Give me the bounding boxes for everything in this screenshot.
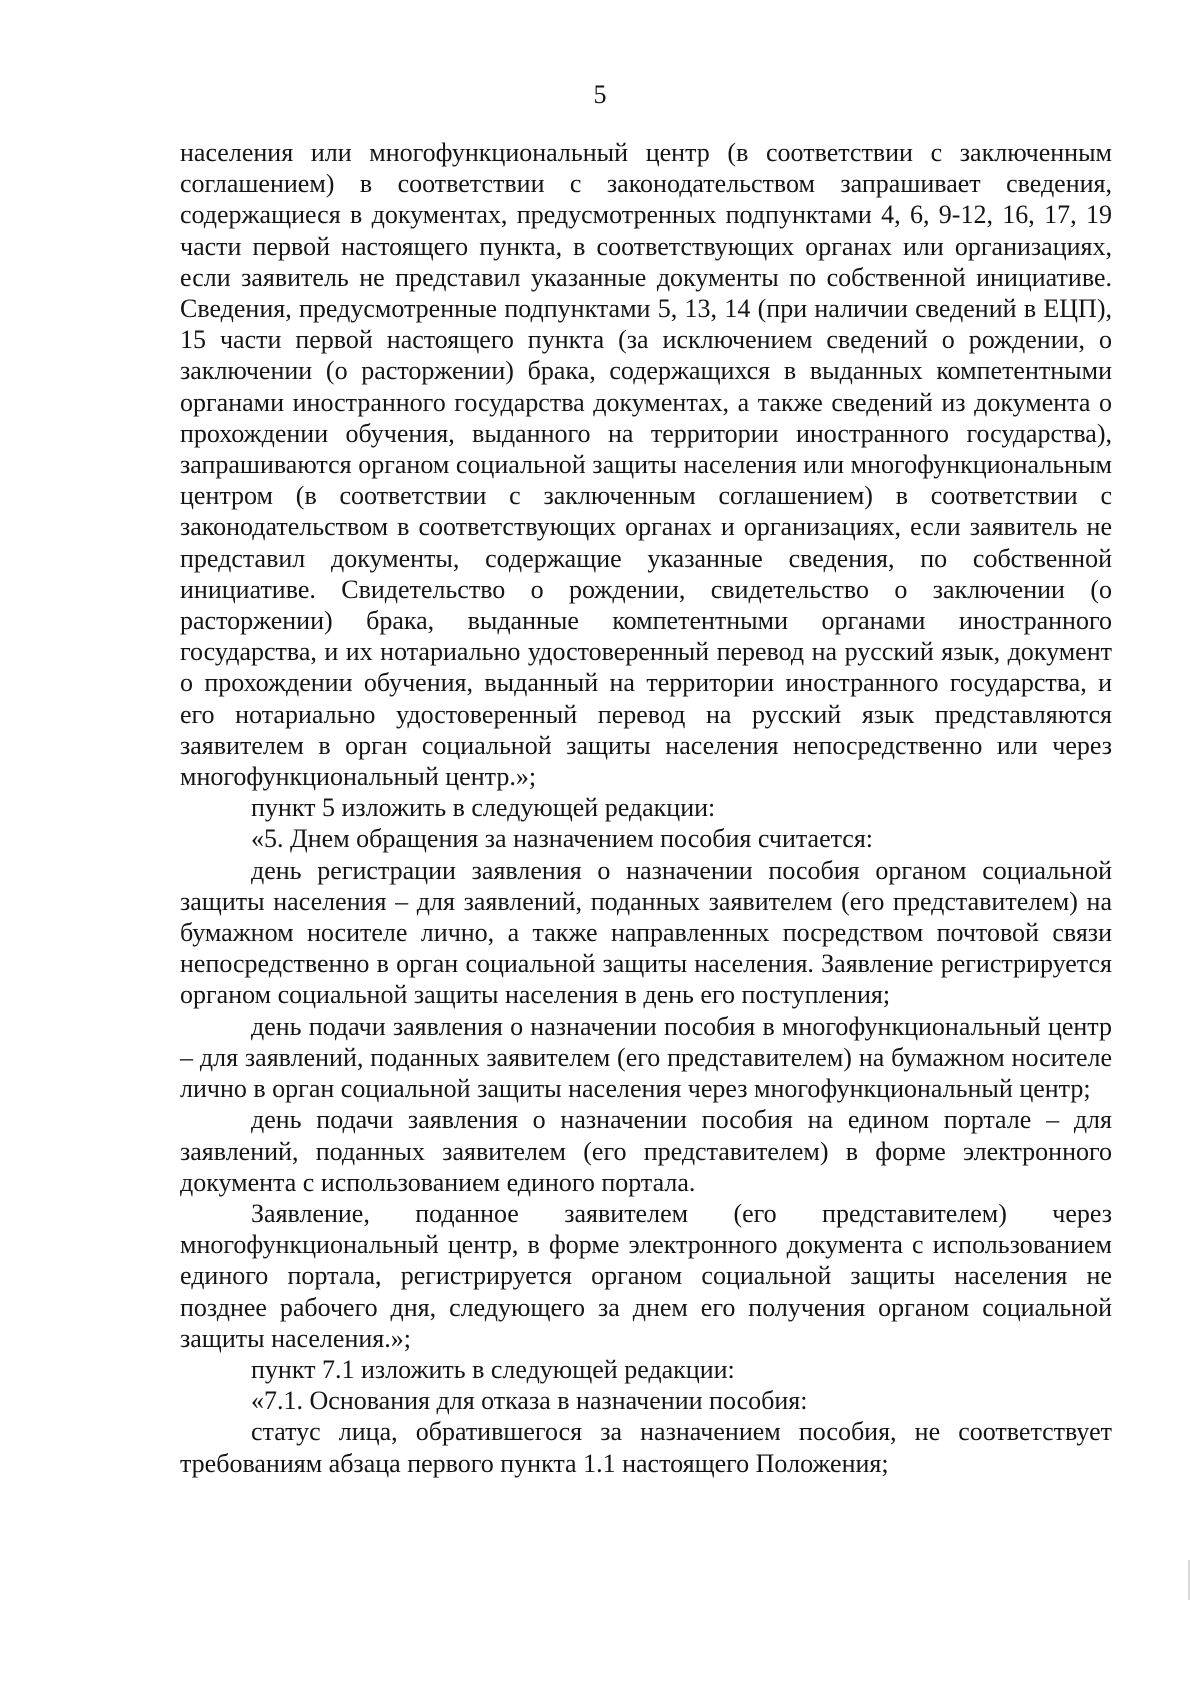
document-body — [180, 137, 1112, 1479]
paragraph-electronic-application: Заявление, поданное заявителем (его представителем) через многофункциональный центр, в форме электронного документа с использованием единого портала, регистрируется органом социальной защиты населения не позднее рабочего дня, следующего за днем его получения органом социальной защиты населения.»; — [180, 1198, 1112, 1353]
paragraph-registration-day: день регистрации заявления о назначении пособия органом социальной защиты населения – для заявлений, поданных заявителем (его представителем) на бумажном носителе лично, а также направленных посредством почтовой связи непосредственно в орган социальной защиты населения. Заявление регистрируется органом социальной защиты населения в день его поступления; — [180, 855, 1112, 1010]
paragraph-point-7-1-heading: «7.1. Основания для отказа в назначении пособия: — [251, 1386, 808, 1416]
paragraph-continuation: населения или многофункциональный центр (в соответствии с заключенным соглашением) в соответствии с законодательством запрашивает сведения, содержащиеся в документах, предусмотренных подпунктами 4, 6, 9-12, 16, 17, 19 части первой настоящего пункта, в соответствующих органах или организациях, если заявитель не представил указанные документы по собственной инициативе. Сведения, предусмотренные подпунктами 5, 13, 14 (при наличии сведений в ЕЦП), 15 части первой настоящего пункта (за исключением сведений о рождении, о заключении (о расторжении) брака, содержащихся в выданных компетентными органами иностранного государства документах, а также сведений из документа о прохождении обучения, выданного на территории иностранного государства), запрашиваются органом социальной защиты населения или многофункциональным центром (в соответствии с заключенным соглашением) в соответствии с законодательством в соответствующих органах и организациях, если заявитель не представил документы, содержащие указанные сведения, по собственной инициативе. Свидетельство о рождении, свидетельство о заключении (о расторжении) брака, выданные компетентными органами иностранного государства, и их нотариально удостоверенный перевод на русский язык, документ о прохождении обучения, выданный на территории иностранного государства, и его нотариально удостоверенный перевод на русский язык представляются заявителем в орган социальной защиты населения непосредственно или через многофункциональный центр.»; — [180, 138, 1112, 792]
paragraph-refusal-ground-status: статус лица, обратившегося за назначением пособия, не соответствует требованиям абзаца первого пункта 1.1 настоящего Положения; — [180, 1417, 1112, 1478]
paragraph-point-5-heading: «5. Днем обращения за назначением пособия считается: — [251, 824, 874, 854]
paragraph-portal-submission-day: день подачи заявления о назначении пособия на едином портале – для заявлений, поданных заявителем (его представителем) в форме электронного документа с использованием единого портала. — [180, 1105, 1112, 1197]
paragraph-amend-point-7-1: пункт 7.1 изложить в следующей редакции: — [251, 1354, 735, 1384]
paragraph-amend-point-5: пункт 5 изложить в следующей редакции: — [251, 793, 716, 823]
paragraph-mfc-submission-day: день подачи заявления о назначении пособия в многофункциональный центр – для заявлений, поданных заявителем (его представителем) на бумажном носителе лично в орган социальной защиты населения через многофункциональный центр; — [180, 1011, 1112, 1104]
scan-edge-mark — [1188, 1560, 1190, 1600]
page-number: 5 — [593, 80, 607, 109]
